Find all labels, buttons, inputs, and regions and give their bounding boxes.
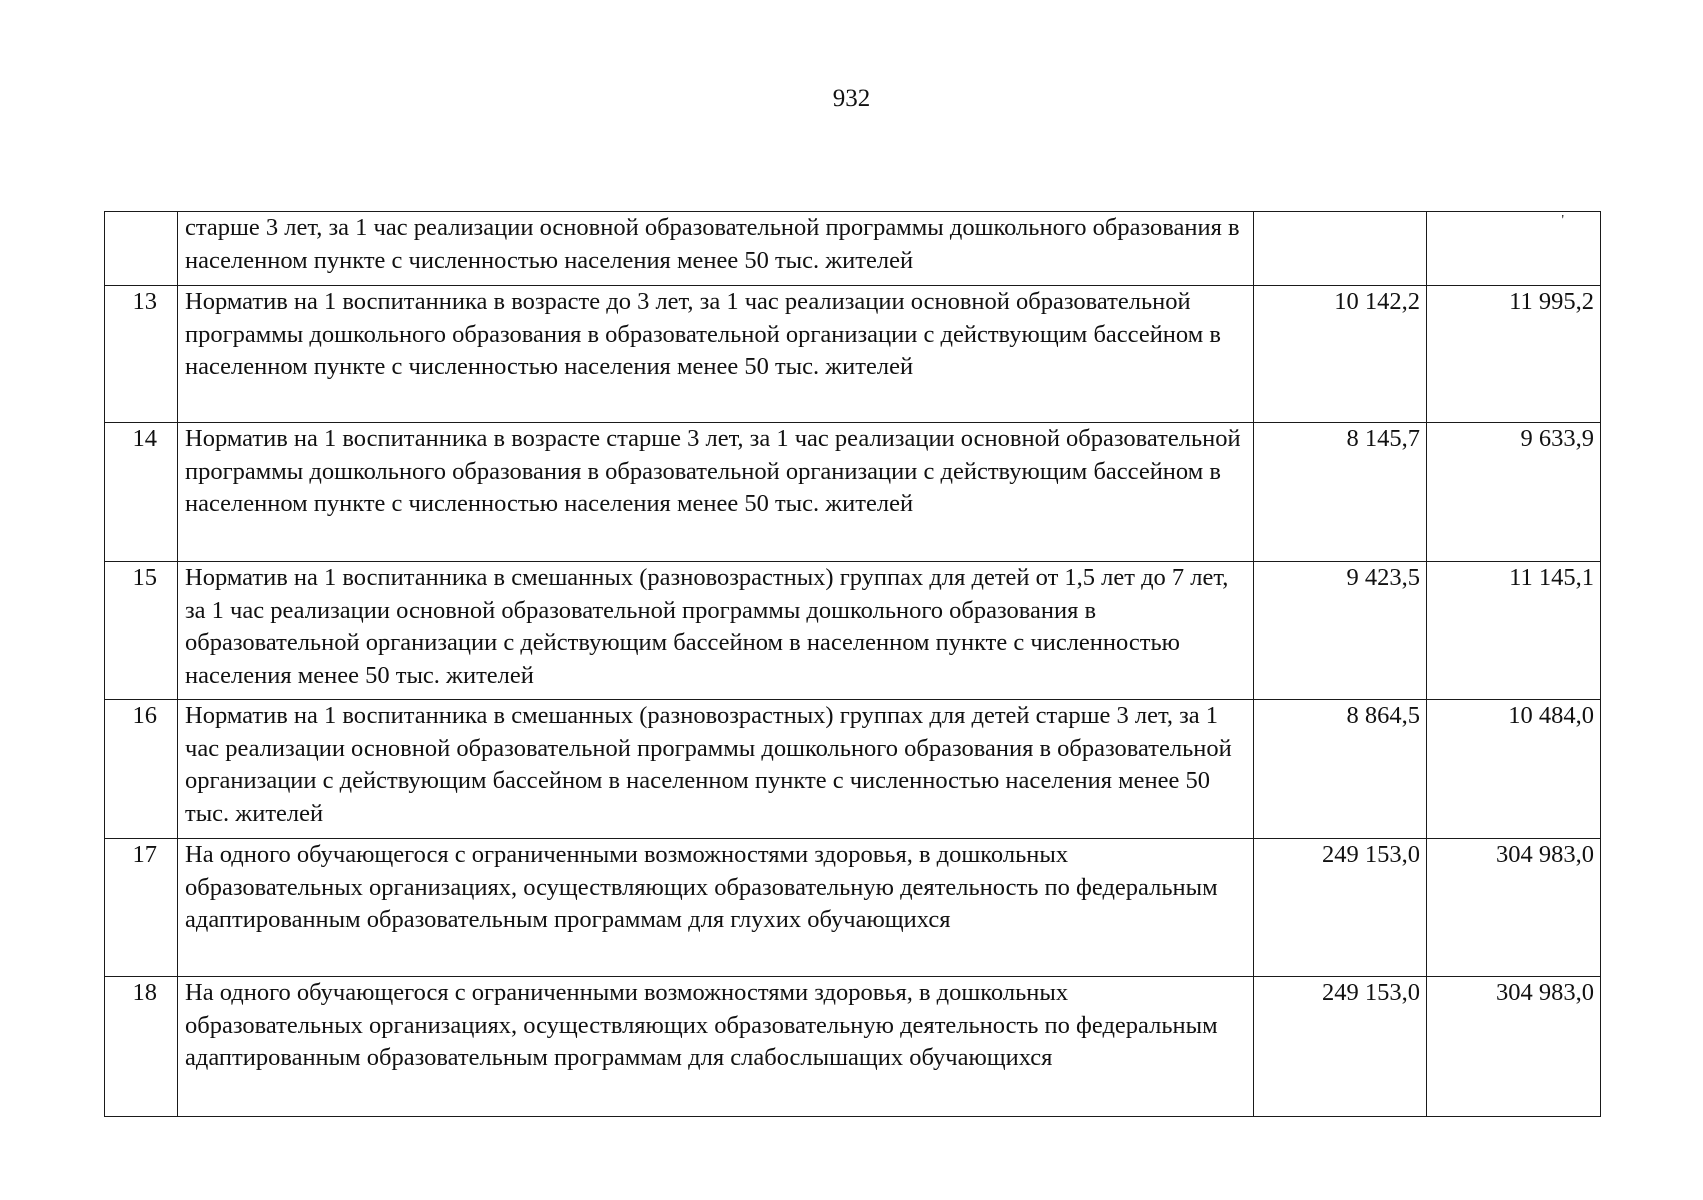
table-row <box>105 977 1601 1117</box>
row-number: 15 <box>105 562 178 700</box>
row-value-1: 249 153,0 <box>1254 839 1427 977</box>
row-value-2: 11 995,2 <box>1427 286 1601 423</box>
row-value-2: 11 145,1 <box>1427 562 1601 700</box>
table-row <box>105 423 1601 562</box>
row-value-2: 304 983,0 <box>1427 977 1601 1117</box>
stray-mark: ' <box>1561 213 1564 228</box>
row-description: Норматив на 1 воспитанника в смешанных (разновозрастных) группах для детей от 1,5 лет до 7 лет, за 1 час реализации основной образовательной программы дошкольного образования в образовательной организации с действующим бассейном в населенном пункте с численностью населения менее 50 тыс. жителей <box>178 562 1254 700</box>
row-description: На одного обучающегося с ограниченными возможностями здоровья, в дошкольных образовательных организациях, осуществляющих образовательную деятельность по федеральным адаптированным образовательным программам для глухих обучающихся <box>178 839 1254 977</box>
row-value-1: 8 864,5 <box>1254 700 1427 839</box>
row-number: 14 <box>105 423 178 562</box>
table-row <box>105 562 1601 700</box>
row-value-1 <box>1254 212 1427 286</box>
table-row <box>105 839 1601 977</box>
row-value-2: 9 633,9 <box>1427 423 1601 562</box>
table-row <box>105 212 1601 286</box>
row-number: 18 <box>105 977 178 1117</box>
row-description: На одного обучающегося с ограниченными возможностями здоровья, в дошкольных образовательных организациях, осуществляющих образовательную деятельность по федеральным адаптированным образовательным программам для слабослышащих обучающихся <box>178 977 1254 1117</box>
row-description: Норматив на 1 воспитанника в смешанных (разновозрастных) группах для детей старше 3 лет, за 1 час реализации основной образовательной программы дошкольного образования в образовательной организации с действующим бассейном в населенном пункте с численностью населения менее 50 тыс. жителей <box>178 700 1254 839</box>
row-number: 17 <box>105 839 178 977</box>
row-value-1: 249 153,0 <box>1254 977 1427 1117</box>
row-description: Норматив на 1 воспитанника в возрасте до 3 лет, за 1 час реализации основной образовательной программы дошкольного образования в образовательной организации с действующим бассейном в населенном пункте с численностью населения менее 50 тыс. жителей <box>178 286 1254 423</box>
row-value-1: 10 142,2 <box>1254 286 1427 423</box>
row-value-2: 304 983,0 <box>1427 839 1601 977</box>
row-value-1: 9 423,5 <box>1254 562 1427 700</box>
row-value-1: 8 145,7 <box>1254 423 1427 562</box>
norms-table <box>104 211 1601 1117</box>
row-value-2: 10 484,0 <box>1427 700 1601 839</box>
row-description: старше 3 лет, за 1 час реализации основной образовательной программы дошкольного образования в населенном пункте с численностью населения менее 50 тыс. жителей <box>178 212 1254 286</box>
row-description: Норматив на 1 воспитанника в возрасте старше 3 лет, за 1 час реализации основной образовательной программы дошкольного образования в образовательной организации с действующим бассейном в населенном пункте с численностью населения менее 50 тыс. жителей <box>178 423 1254 562</box>
row-number <box>105 212 178 286</box>
page-number: 932 <box>832 85 871 112</box>
table-row <box>105 700 1601 839</box>
row-number: 13 <box>105 286 178 423</box>
row-number: 16 <box>105 700 178 839</box>
row-value-2 <box>1427 212 1601 286</box>
table-row <box>105 286 1601 423</box>
